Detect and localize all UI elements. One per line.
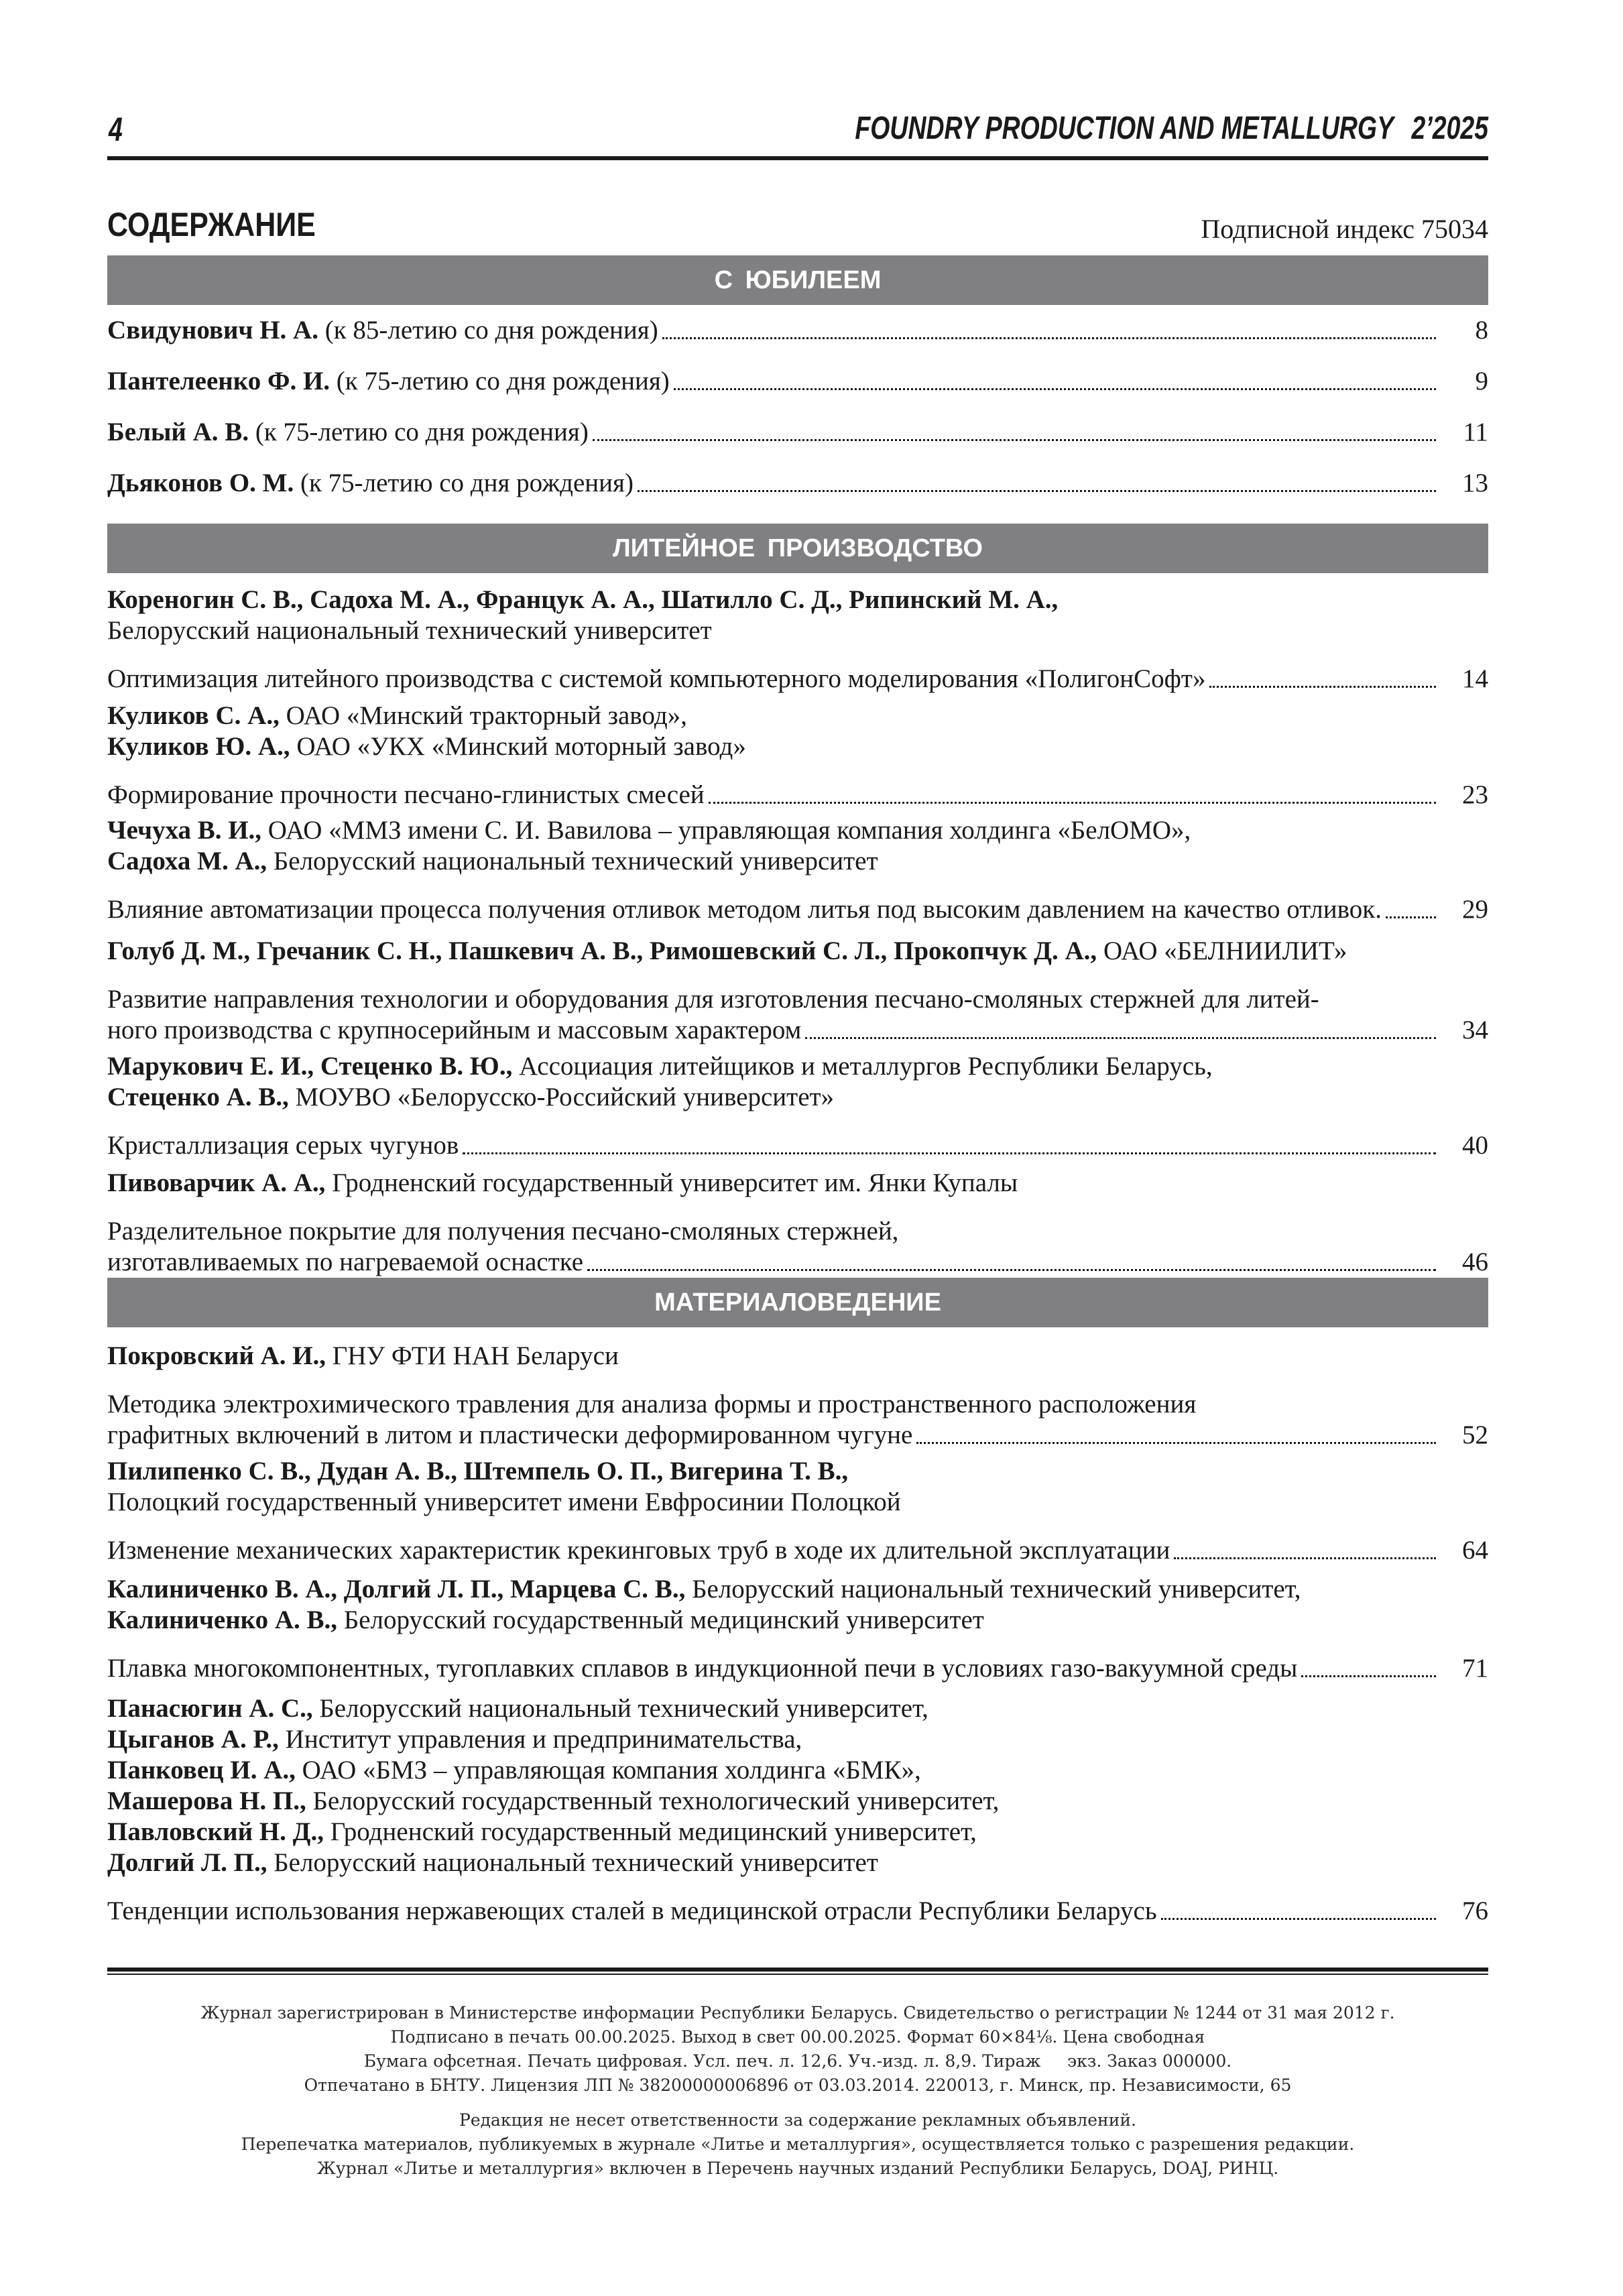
entry-authors: Марукович Е. И., Стеценко В. Ю., Ассоциация литейщиков и металлургов Республики Беларусь, bbox=[107, 1052, 1213, 1081]
footer-rule-thin bbox=[107, 1974, 1488, 1975]
entry-authors: Стеценко А. В., МОУВО «Белорусско-Российский университет» bbox=[107, 1083, 835, 1111]
imprint-line: Перепечатка материалов, публикуемых в журнале «Литье и металлургия», осуществляется только с разрешения редакции. bbox=[241, 2134, 1355, 2154]
entry-authors: Панасюгин А. С., Белорусский национальный технический университет, bbox=[107, 1694, 928, 1723]
entry-authors: Калиниченко А. В., Белорусский государственный медицинский университет bbox=[107, 1606, 984, 1634]
imprint-line: Подписано в печать 00.00.2025. Выход в свет 00.00.2025. Формат 60×84⅛. Цена свободная bbox=[390, 2027, 1205, 2047]
dot-leader bbox=[587, 1269, 1436, 1271]
toc-entry[interactable] bbox=[107, 936, 1488, 1046]
section-heading-label: ЛИТЕЙНОЕ ПРОИЗВОДСТВО bbox=[613, 534, 983, 562]
imprint-disclaimers bbox=[107, 2108, 1488, 2181]
entry-title-continued: графитных включений в литом и пластически деформированном чугуне bbox=[107, 1421, 913, 1449]
entry-title: Дьяконов О. М. (к 75-летию со дня рождения) bbox=[107, 469, 634, 497]
toc-entry[interactable] bbox=[107, 701, 1488, 810]
entry-affiliation: Белорусский национальный технический университет bbox=[107, 616, 712, 645]
entry-title: Влияние автоматизации процесса получения отливок методом литья под высоким давлением на качество отливок. bbox=[107, 895, 1382, 924]
toc-entry[interactable] bbox=[107, 468, 1488, 499]
entry-authors: Панковец И. А., ОАО «БМЗ – управляющая компания холдинга «БМК», bbox=[107, 1756, 921, 1785]
dot-leader bbox=[1161, 1918, 1436, 1920]
page-number: 4 bbox=[109, 111, 123, 148]
entry-affiliation: Полоцкий государственный университет имени Евфросинии Полоцкой bbox=[107, 1488, 901, 1516]
entry-page[interactable]: 71 bbox=[1462, 1654, 1488, 1683]
toc-entry[interactable] bbox=[107, 1341, 1488, 1451]
dot-leader bbox=[1301, 1675, 1436, 1677]
toc-entry[interactable] bbox=[107, 815, 1488, 925]
toc-entry[interactable] bbox=[107, 417, 1488, 448]
entry-page[interactable]: 11 bbox=[1463, 418, 1488, 446]
entry-authors: Голуб Д. М., Гречаник С. Н., Пашкевич А. В., Римошевский С. Л., Прокопчук Д. А., ОАО «БЕЛНИИЛИТ» bbox=[107, 936, 1347, 965]
entry-title: Тенденции использования нержавеющих сталей в медицинской отрасли Республики Беларусь bbox=[107, 1896, 1157, 1925]
imprint-line: Бумага офсетная. Печать цифровая. Усл. печ. л. 12,6. Уч.-изд. л. 8,9. Тираж экз. Заказ 000000. bbox=[363, 2051, 1232, 2071]
entry-page[interactable]: 40 bbox=[1462, 1131, 1488, 1160]
entry-title-continued: ного производства с крупносерийным и массовым характером bbox=[107, 1016, 802, 1044]
entry-authors: Куликов С. А., ОАО «Минский тракторный завод», bbox=[107, 701, 687, 730]
entry-title: Белый А. В. (к 75-летию со дня рождения) bbox=[107, 418, 589, 446]
entry-authors: Павловский Н. Д., Гродненский государственный медицинский университет, bbox=[107, 1817, 977, 1846]
dot-leader bbox=[674, 388, 1436, 390]
entry-title: Разделительное покрытие для получения песчано-смоляных стержней, bbox=[107, 1217, 899, 1246]
subscription-index: Подписной индекс 75034 bbox=[1201, 214, 1488, 244]
section-heading-label: МАТЕРИАЛОВЕДЕНИЕ bbox=[654, 1288, 941, 1317]
entry-authors: Долгий Л. П., Белорусский национальный технический университет bbox=[107, 1848, 878, 1877]
entry-authors: Калиниченко В. А., Долгий Л. П., Марцева С. В., Белорусский национальный технический университет, bbox=[107, 1575, 1301, 1604]
dot-leader bbox=[1209, 686, 1436, 688]
section-heading-label: С ЮБИЛЕЕМ bbox=[714, 265, 882, 294]
toc-entry[interactable] bbox=[107, 1693, 1488, 1927]
dot-leader bbox=[1174, 1557, 1436, 1559]
imprint bbox=[107, 2001, 1488, 2181]
entry-page[interactable]: 8 bbox=[1475, 316, 1488, 345]
entry-title: Пантелеенко Ф. И. (к 75-летию со дня рождения) bbox=[107, 367, 670, 396]
entry-authors: Чечуха В. И., ОАО «ММЗ имени С. И. Вавилова – управляющая компания холдинга «БелОМО», bbox=[107, 816, 1191, 845]
dot-leader bbox=[662, 337, 1436, 339]
entry-title: Свидунович Н. А. (к 85-летию со дня рождения) bbox=[107, 316, 658, 345]
entry-authors: Садоха М. А., Белорусский национальный технический университет bbox=[107, 847, 878, 875]
dot-leader bbox=[593, 439, 1436, 441]
toc-entry[interactable] bbox=[107, 1456, 1488, 1566]
entry-page[interactable]: 64 bbox=[1462, 1536, 1488, 1565]
toc-entry[interactable] bbox=[107, 1051, 1488, 1161]
entry-authors: Машерова Н. П., Белорусский государственный технологический университет, bbox=[107, 1787, 1000, 1815]
entry-authors: Покровский А. И., ГНУ ФТИ НАН Беларуси bbox=[107, 1341, 619, 1370]
entry-page[interactable]: 9 bbox=[1475, 367, 1488, 396]
entry-title: Плавка многокомпонентных, тугоплавких сплавов в индукционной печи в условиях газо-вакуумной среды bbox=[107, 1654, 1298, 1683]
entry-page[interactable]: 46 bbox=[1462, 1248, 1488, 1276]
entry-page[interactable]: 34 bbox=[1462, 1016, 1488, 1044]
header-rule bbox=[107, 156, 1488, 160]
entry-authors: Белый А. В. bbox=[107, 418, 249, 446]
dot-leader bbox=[638, 490, 1436, 492]
imprint-line: Журнал зарегистрирован в Министерстве информации Республики Беларусь. Свидетельство о регистрации № 1244 от 31 мая 2012 г. bbox=[200, 2003, 1395, 2022]
entry-authors: Цыганов А. Р., Институт управления и предпринимательства, bbox=[107, 1725, 802, 1754]
section-heading-materials bbox=[107, 1278, 1488, 1327]
dot-leader bbox=[805, 1037, 1436, 1039]
entry-authors: Пантелеенко Ф. И. bbox=[107, 367, 330, 396]
entry-title: Методика электрохимического травления для анализа формы и пространственного расположения bbox=[107, 1390, 1197, 1418]
entry-authors: Дьяконов О. М. bbox=[107, 469, 294, 497]
entry-title: Оптимизация литейного производства с системой компьютерного моделирования «ПолигонСофт» bbox=[107, 664, 1206, 693]
entry-authors: Свидунович Н. А. bbox=[107, 316, 318, 345]
issue-number: 2’2025 bbox=[1411, 111, 1488, 146]
entry-page[interactable]: 14 bbox=[1462, 664, 1488, 693]
imprint-line: Отпечатано в БНТУ. Лицензия ЛП № 38200000006896 от 03.03.2014. 220013, г. Минск, пр. Независимости, 65 bbox=[304, 2075, 1292, 2095]
entry-authors: Пилипенко С. В., Дудан А. В., Штемпель О. П., Вигерина Т. В., bbox=[107, 1457, 849, 1486]
toc-entry[interactable] bbox=[107, 1168, 1488, 1278]
entry-title: Формирование прочности песчано-глинистых смесей bbox=[107, 780, 705, 809]
entry-page[interactable]: 52 bbox=[1462, 1421, 1488, 1449]
entry-title: Кристаллизация серых чугунов bbox=[107, 1131, 459, 1160]
journal-title bbox=[855, 110, 1488, 147]
page-title: СОДЕРЖАНИЕ bbox=[107, 206, 316, 243]
footer-rule-thick bbox=[107, 1968, 1488, 1972]
entry-page[interactable]: 76 bbox=[1462, 1896, 1488, 1925]
entry-authors: Куликов Ю. А., ОАО «УКХ «Минский моторный завод» bbox=[107, 732, 746, 761]
toc-entry[interactable] bbox=[107, 585, 1488, 694]
journal-name: FOUNDRY PRODUCTION AND METALLURGY bbox=[855, 111, 1394, 146]
imprint-line: Журнал «Литье и металлургия» включен в Перечень научных изданий Республики Беларусь, DOAJ, РИНЦ. bbox=[316, 2159, 1279, 2178]
dot-leader bbox=[1386, 916, 1436, 918]
toc-entry[interactable] bbox=[107, 1574, 1488, 1684]
section-heading-foundry bbox=[107, 524, 1488, 573]
dot-leader bbox=[916, 1442, 1436, 1444]
dot-leader bbox=[463, 1152, 1436, 1154]
entry-authors: Кореногин С. В., Садоха М. А., Францук А. А., Шатилло С. Д., Рипинский М. А., bbox=[107, 585, 1059, 614]
toc-entry[interactable] bbox=[107, 366, 1488, 397]
running-header bbox=[107, 107, 1488, 154]
entry-title: Развитие направления технологии и оборудования для изготовления песчано-смоляных стержней для литей- bbox=[107, 985, 1319, 1014]
entry-page[interactable]: 13 bbox=[1462, 469, 1488, 497]
imprint-publication-details bbox=[107, 2001, 1488, 2098]
dot-leader bbox=[709, 802, 1436, 804]
toc-entry[interactable] bbox=[107, 315, 1488, 346]
entry-title: Изменение механических характеристик крекинговых труб в ходе их длительной эксплуатации bbox=[107, 1536, 1170, 1565]
entry-title-continued: изготавливаемых по нагреваемой оснастке bbox=[107, 1248, 584, 1276]
entry-page[interactable]: 29 bbox=[1462, 895, 1488, 924]
section-heading-jubilee bbox=[107, 255, 1488, 305]
imprint-line: Редакция не несет ответственности за содержание рекламных объявлений. bbox=[459, 2110, 1136, 2130]
entry-authors: Пивоварчик А. А., Гродненский государственный университет им. Янки Купалы bbox=[107, 1168, 1018, 1197]
entry-page[interactable]: 23 bbox=[1462, 780, 1488, 809]
